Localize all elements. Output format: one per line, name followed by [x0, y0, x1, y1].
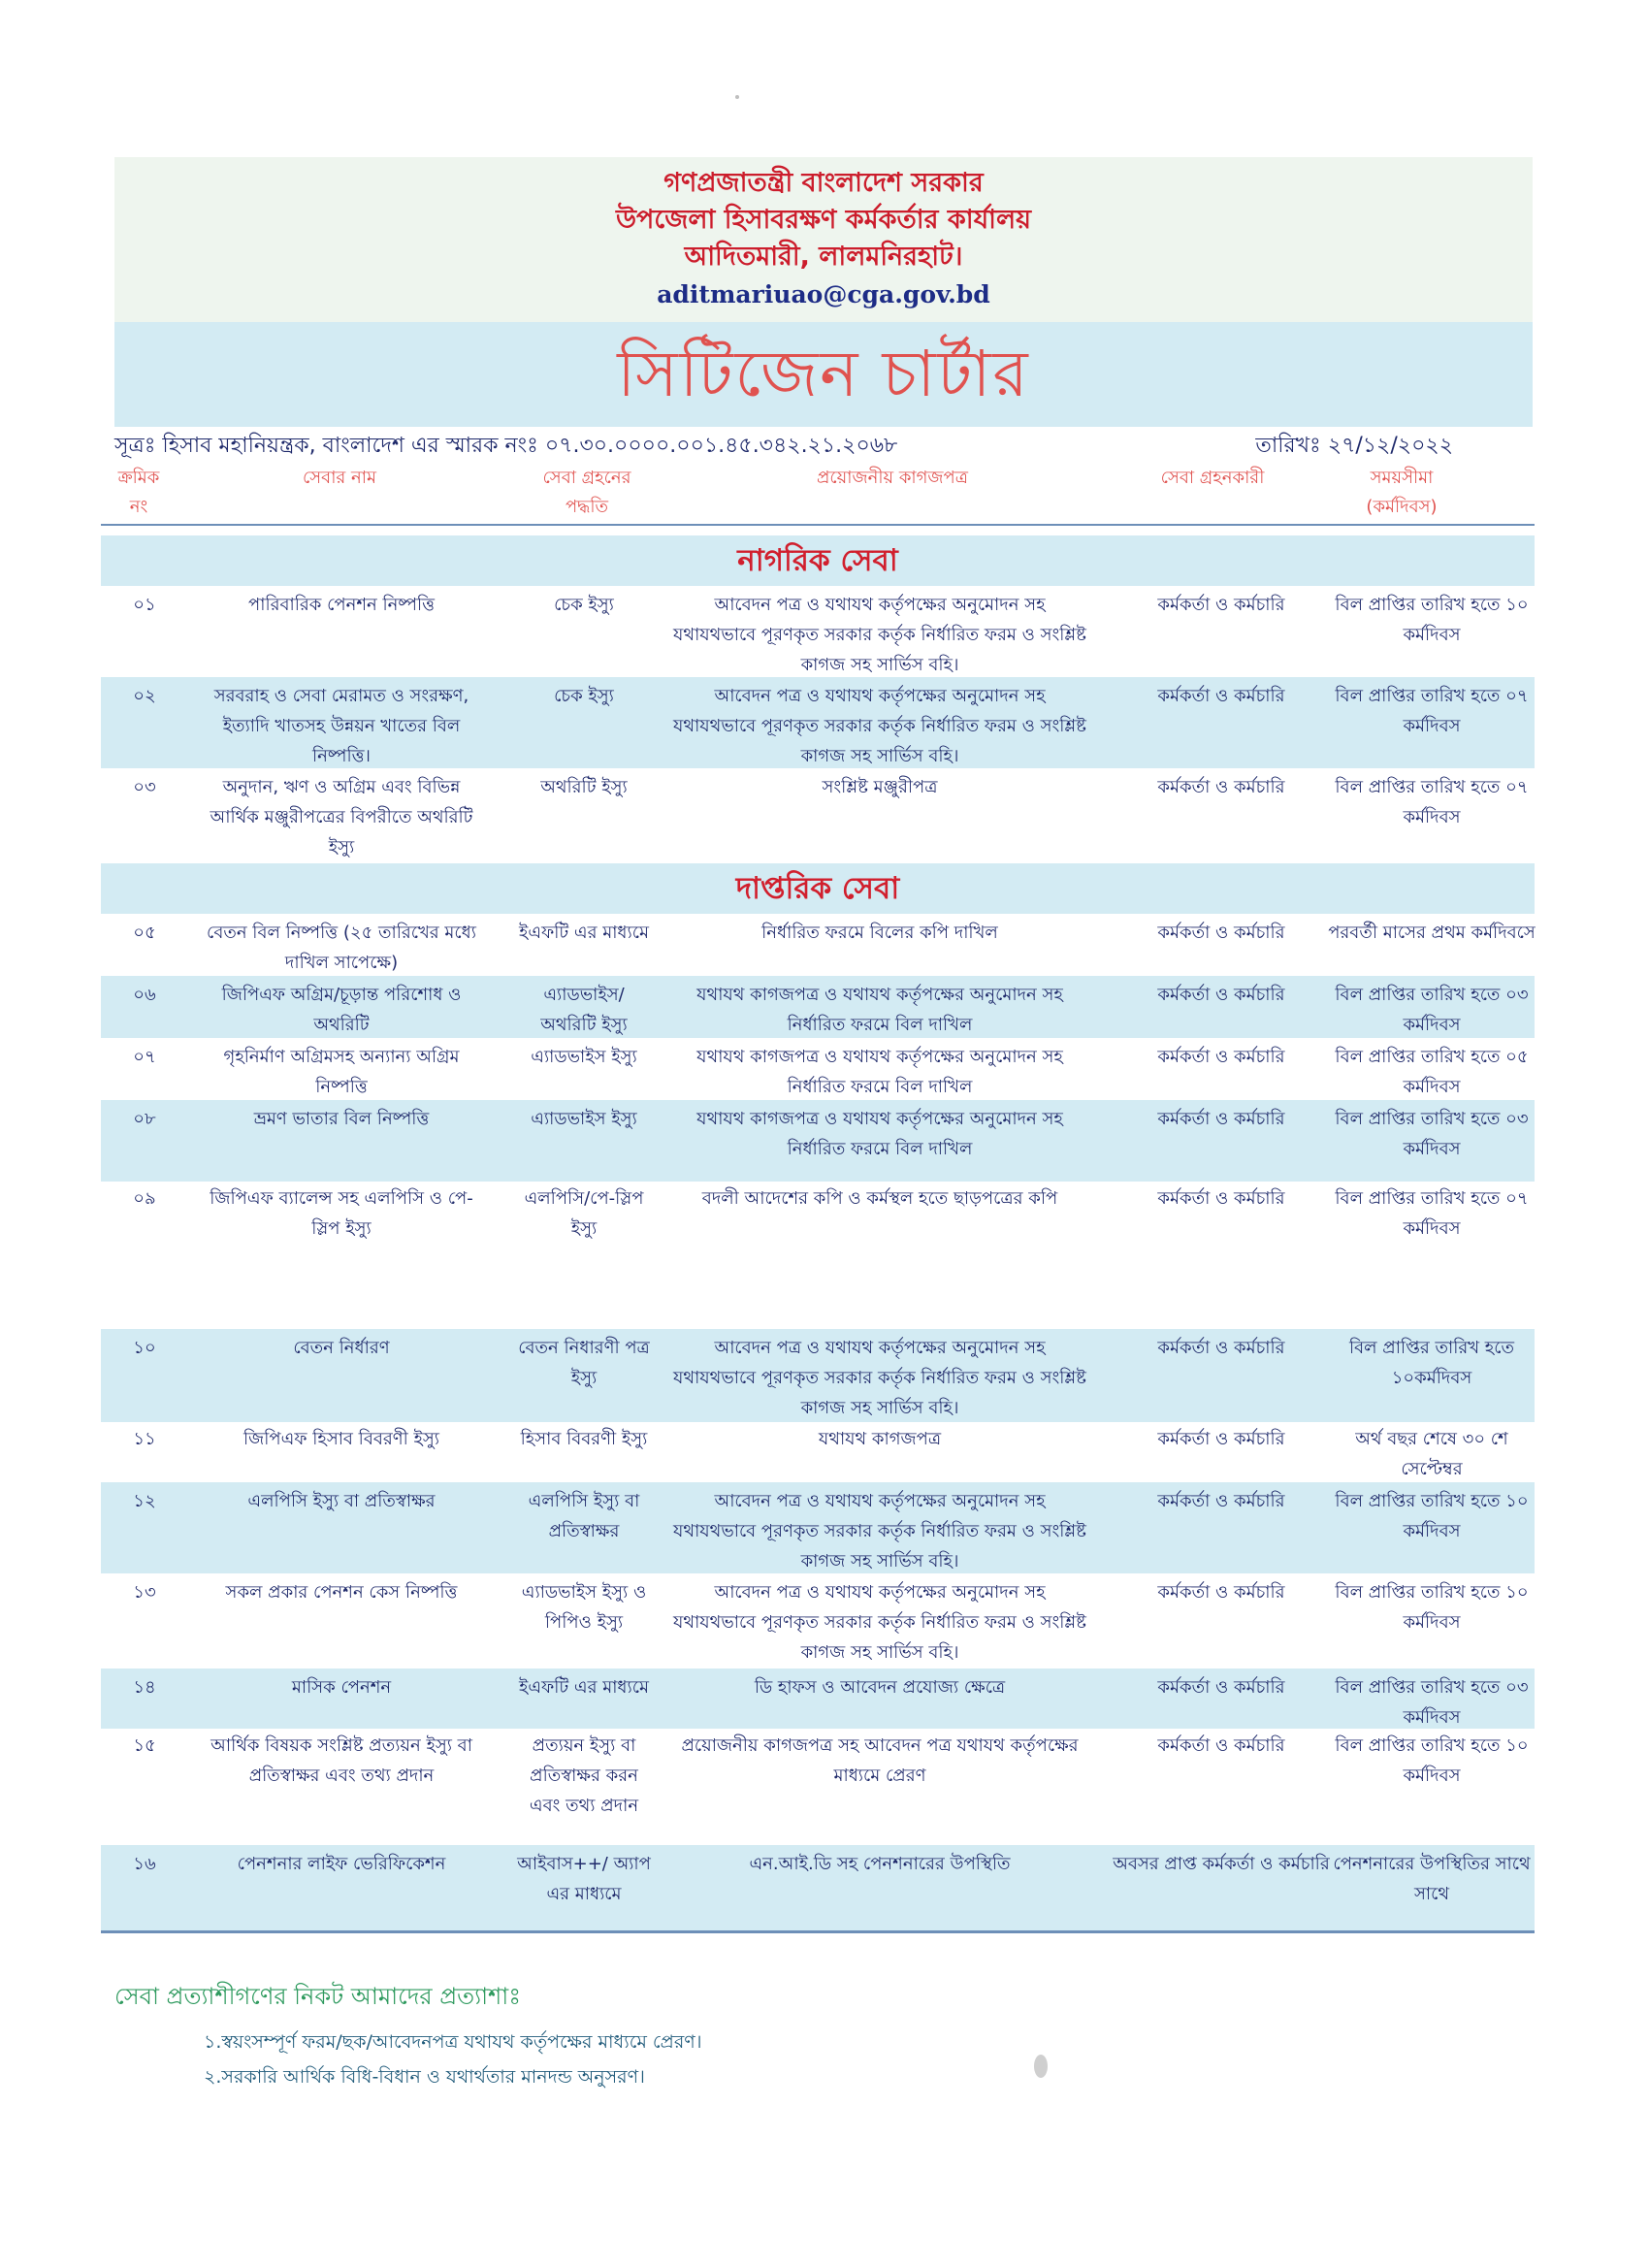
scan-speck [735, 95, 739, 99]
table-bottom-rule [101, 1930, 1535, 1933]
cell-no: ১৩ [133, 1582, 156, 1603]
cell-time-limit: পেনশনারের উপস্থিতির সাথে সাথে [1333, 1854, 1531, 1904]
cell-documents: যথাযথ কাগজপত্র ও যথাযথ কর্তৃপক্ষের অনুমোদন সহ নির্ধারিত ফরমে বিল দাখিল [696, 1047, 1063, 1097]
cell-receiver: কর্মকর্তা ও কর্মচারি [1157, 1735, 1285, 1756]
cell-receiver: কর্মকর্তা ও কর্মচারি [1157, 985, 1285, 1005]
cell-documents: যথাযথ কাগজপত্র [818, 1429, 942, 1449]
cell-time-limit: বিল প্রাপ্তির তারিখ হতে ০৩ কর্মদিবস [1335, 1677, 1529, 1728]
cell-method: এ্যাডভাইস/অথরিটি ইস্যু [540, 985, 628, 1035]
cell-receiver: কর্মকর্তা ও কর্মচারি [1157, 595, 1285, 615]
cell-service-name: অনুদান, ঋণ ও অগ্রিম এবং বিভিন্ন আর্থিক মঞ্জুরীপত্রের বিপরীতে অথরিটি ইস্যু [210, 777, 473, 858]
cell-time-limit: পরবর্তী মাসের প্রথম কর্মদিবসে [1328, 923, 1536, 943]
cell-receiver: কর্মকর্তা ও কর্মচারি [1157, 1109, 1285, 1129]
cell-time-limit: অর্থ বছর শেষে ৩০ শে সেপ্টেম্বর [1355, 1429, 1508, 1479]
cell-receiver: কর্মকর্তা ও কর্মচারি [1157, 923, 1285, 943]
cell-documents: যথাযথ কাগজপত্র ও যথাযথ কর্তৃপক্ষের অনুমোদন সহ নির্ধারিত ফরমে বিল দাখিল [696, 985, 1063, 1035]
cell-no: ১১ [133, 1429, 156, 1449]
cell-method: এলপিসি ইস্যু বা প্রতিস্বাক্ষর [528, 1491, 640, 1541]
cell-method: বেতন নিধারণী পত্র ইস্যু [518, 1338, 650, 1388]
cell-method: এ্যাডভাইস ইস্যু [531, 1047, 637, 1067]
expectation-item: ১.স্বয়ংসম্পূর্ণ ফরম/ছক/আবেদনপত্র যথাযথ কর্তৃপক্ষের মাধ্যমে প্রেরণ। [204, 2031, 702, 2053]
cell-method: এ্যাডভাইস ইস্যু [531, 1109, 637, 1129]
cell-time-limit: বিল প্রাপ্তির তারিখ হতে ০৩ কর্মদিবস [1335, 1109, 1529, 1159]
cell-no: ১২ [133, 1491, 156, 1511]
col-header-docs: প্রয়োজনীয় কাগজপত্র [817, 468, 968, 488]
col-header-receiver: সেবা গ্রহনকারী [1160, 468, 1265, 488]
table-row [101, 768, 1535, 859]
cell-time-limit: বিল প্রাপ্তির তারিখ হতে ১০ কর্মদিবস [1335, 1735, 1529, 1786]
table-row [101, 1329, 1535, 1422]
cell-receiver: অবসর প্রাপ্ত কর্মকর্তা ও কর্মচারি [1113, 1854, 1330, 1874]
cell-documents: যথাযথ কাগজপত্র ও যথাযথ কর্তৃপক্ষের অনুমোদন সহ নির্ধারিত ফরমে বিল দাখিল [696, 1109, 1063, 1159]
cell-documents: নির্ধারিত ফরমে বিলের কপি দাখিল [761, 923, 998, 943]
cell-no: ০১ [133, 595, 156, 615]
table-row [101, 677, 1535, 768]
cell-receiver: কর্মকর্তা ও কর্মচারি [1157, 777, 1285, 797]
cell-method: ইএফটি এর মাধ্যমে [519, 1677, 649, 1698]
cell-documents: বদলী আদেশের কপি ও কর্মস্থল হতে ছাড়পত্রের কপি [701, 1188, 1058, 1209]
cell-time-limit: বিল প্রাপ্তির তারিখ হতে ০৭ কর্মদিবস [1335, 686, 1529, 736]
cell-service-name: আর্থিক বিষয়ক সংশ্লিষ্ট প্রত্যয়ন ইস্যু বা প্রতিস্বাক্ষর এবং তথ্য প্রদান [210, 1735, 472, 1786]
page-title: সিটিজেন চার্টার [617, 337, 1030, 411]
cell-receiver: কর্মকর্তা ও কর্মচারি [1157, 1491, 1285, 1511]
cell-receiver: কর্মকর্তা ও কর্মচারি [1157, 1047, 1285, 1067]
cell-no: ০২ [133, 686, 156, 706]
cell-documents: আবেদন পত্র ও যথাযথ কর্তৃপক্ষের অনুমোদন সহ যথাযথভাবে পূরণকৃত সরকার কর্তৃক নির্ধারিত ফরম ও সংশ্লিষ্ট কাগজ সহ সার্ভিস বহি। [673, 1338, 1086, 1418]
col-header-name: সেবার নাম [302, 468, 376, 488]
cell-method: এ্যাডভাইস ইস্যু ও পিপিও ইস্যু [521, 1582, 647, 1633]
table-row [101, 1180, 1535, 1325]
cell-no: ১৫ [133, 1735, 156, 1756]
col-header-no: ক্রমিক নং [117, 468, 160, 517]
cell-no: ০৯ [133, 1188, 156, 1209]
cell-documents: ডি হাফস ও আবেদন প্রযোজ্য ক্ষেত্রে [754, 1677, 1006, 1698]
cell-no: ১৪ [133, 1677, 156, 1698]
cell-receiver: কর্মকর্তা ও কর্মচারি [1157, 1338, 1285, 1358]
section-office-services [101, 863, 1535, 914]
scan-speck [1034, 2055, 1048, 2078]
cell-no: ১০ [133, 1338, 156, 1358]
memo-date: তারিখঃ ২৭/১২/২০২২ [1255, 434, 1453, 458]
cell-method: অথরিটি ইস্যু [540, 777, 628, 797]
table-row [101, 1100, 1535, 1182]
table-row [101, 1038, 1535, 1100]
cell-method: হিসাব বিবরণী ইস্যু [520, 1429, 648, 1449]
cell-service-name: জিপিএফ অগ্রিম/চূড়ান্ত পরিশোধ ও অথরিটি [221, 985, 462, 1035]
expectation-item: ২.সরকারি আর্থিক বিধি-বিধান ও যথার্থতার মানদন্ড অনুসরণ। [204, 2066, 645, 2088]
cell-receiver: কর্মকর্তা ও কর্মচারি [1157, 1677, 1285, 1698]
cell-documents: আবেদন পত্র ও যথাযথ কর্তৃপক্ষের অনুমোদন সহ যথাযথভাবে পূরণকৃত সরকার কর্তৃক নির্ধারিত ফরম ও সংশ্লিষ্ট কাগজ সহ সার্ভিস বহি। [673, 1582, 1086, 1663]
cell-service-name: বেতন বিল নিষ্পত্তি (২৫ তারিখের মধ্যে দাখিল সাপেক্ষে) [207, 923, 476, 973]
cell-method: চেক ইস্যু [554, 686, 614, 706]
cell-service-name: বেতন নির্ধারণ [293, 1338, 390, 1358]
cell-receiver: কর্মকর্তা ও কর্মচারি [1157, 686, 1285, 706]
reference-line [114, 431, 1453, 462]
cell-service-name: গৃহনির্মাণ অগ্রিমসহ অন্যান্য অগ্রিম নিষ্পত্তি [223, 1047, 460, 1097]
table-row [101, 586, 1535, 675]
cell-no: ০৩ [133, 777, 156, 797]
office-email[interactable]: aditmariuao@cga.gov.bd [657, 280, 990, 308]
cell-time-limit: বিল প্রাপ্তির তারিখ হতে ১০ কর্মদিবস [1335, 1582, 1529, 1633]
table-row [101, 1727, 1535, 1851]
cell-time-limit: বিল প্রাপ্তির তারিখ হতে ০৩ কর্মদিবস [1335, 985, 1529, 1035]
expectations-heading: সেবা প্রত্যাশীগণের নিকট আমাদের প্রত্যাশাঃ [114, 1983, 522, 2010]
cell-documents: আবেদন পত্র ও যথাযথ কর্তৃপক্ষের অনুমোদন সহ যথাযথভাবে পূরণকৃত সরকার কর্তৃক নির্ধারিত ফরম ও সংশ্লিষ্ট কাগজ সহ সার্ভিস বহি। [673, 595, 1086, 675]
title-band [114, 322, 1533, 427]
cell-service-name: সকল প্রকার পেনশন কেস নিষ্পত্তি [225, 1582, 458, 1603]
office-header [114, 157, 1533, 322]
office-name: উপজেলা হিসাবরক্ষণ কর্মকর্তার কার্যালয় [615, 205, 1031, 235]
cell-method: প্রত্যয়ন ইস্যু বা প্রতিস্বাক্ষর করন এবং তথ্য প্রদান [529, 1735, 639, 1816]
cell-time-limit: বিল প্রাপ্তির তারিখ হতে ০৫ কর্মদিবস [1335, 1047, 1529, 1097]
cell-documents: এন.আই.ডি সহ পেনশনারের উপস্থিতি [749, 1854, 1011, 1874]
section-citizen-services [101, 535, 1535, 586]
table-top-rule [101, 524, 1535, 526]
cell-no: ০৬ [133, 985, 156, 1005]
table-row [101, 914, 1535, 976]
office-location: আদিতমারী, লালমনিরহাট। [684, 242, 963, 272]
cell-method: ইএফটি এর মাধ্যমে [519, 923, 649, 943]
cell-time-limit: বিল প্রাপ্তির তারিখ হতে ০৭ কর্মদিবস [1335, 777, 1529, 827]
cell-service-name: ভ্রমণ ভাতার বিল নিষ্পত্তি [253, 1109, 430, 1129]
cell-service-name: পেনশনার লাইফ ভেরিফিকেশন [237, 1854, 446, 1874]
cell-service-name: এলপিসি ইস্যু বা প্রতিস্বাক্ষর [247, 1491, 436, 1511]
section-title: দাপ্তরিক সেবা [735, 871, 900, 906]
cell-method: এলপিসি/পে-স্লিপ ইস্যু [524, 1188, 644, 1239]
cell-receiver: কর্মকর্তা ও কর্মচারি [1157, 1582, 1285, 1603]
cell-service-name: সরবরাহ ও সেবা মেরামত ও সংরক্ষণ, ইত্যাদি খাতসহ উন্নয়ন খাতের বিল নিষ্পত্তি। [213, 686, 469, 766]
cell-method: চেক ইস্যু [554, 595, 614, 615]
cell-service-name: পারিবারিক পেনশন নিষ্পত্তি [248, 595, 435, 615]
cell-service-name: জিপিএফ হিসাব বিবরণী ইস্যু [243, 1429, 439, 1449]
cell-no: ০৫ [133, 923, 156, 943]
cell-receiver: কর্মকর্তা ও কর্মচারি [1157, 1429, 1285, 1449]
table-row [101, 1573, 1535, 1667]
col-header-method: সেবা গ্রহনের পদ্ধতি [542, 468, 631, 517]
cell-service-name: মাসিক পেনশন [291, 1677, 392, 1698]
cell-receiver: কর্মকর্তা ও কর্মচারি [1157, 1188, 1285, 1209]
cell-documents: আবেদন পত্র ও যথাযথ কর্তৃপক্ষের অনুমোদন সহ যথাযথভাবে পূরণকৃত সরকার কর্তৃক নির্ধারিত ফরম ও সংশ্লিষ্ট কাগজ সহ সার্ভিস বহি। [673, 1491, 1086, 1571]
col-header-time: সময়সীমা (কর্মদিবস) [1366, 468, 1438, 517]
cell-documents: সংশ্লিষ্ট মঞ্জুরীপত্র [822, 777, 938, 797]
section-title: নাগরিক সেবা [737, 543, 898, 578]
cell-no: ০৮ [133, 1109, 156, 1129]
cell-time-limit: বিল প্রাপ্তির তারিখ হতে ১০কর্মদিবস [1348, 1338, 1515, 1388]
table-row [101, 1482, 1535, 1573]
cell-no: ১৬ [133, 1854, 156, 1874]
cell-time-limit: বিল প্রাপ্তির তারিখ হতে ১০ কর্মদিবস [1335, 595, 1529, 645]
table-row [101, 1669, 1535, 1729]
cell-time-limit: বিল প্রাপ্তির তারিখ হতে ০৭ কর্মদিবস [1335, 1188, 1529, 1239]
cell-time-limit: বিল প্রাপ্তির তারিখ হতে ১০ কর্মদিবস [1335, 1491, 1529, 1541]
table-row [101, 1420, 1535, 1482]
cell-method: আইবাস++/ অ্যাপ এর মাধ্যমে [517, 1854, 651, 1904]
table-row [101, 976, 1535, 1038]
cell-documents: প্রয়োজনীয় কাগজপত্র সহ আবেদন পত্র যথাযথ কর্তৃপক্ষের মাধ্যমে প্রেরণ [681, 1735, 1079, 1786]
cell-no: ০৭ [133, 1047, 156, 1067]
cell-documents: আবেদন পত্র ও যথাযথ কর্তৃপক্ষের অনুমোদন সহ যথাযথভাবে পূরণকৃত সরকার কর্তৃক নির্ধারিত ফরম ও সংশ্লিষ্ট কাগজ সহ সার্ভিস বহি। [673, 686, 1086, 766]
government-name: গণপ্রজাতন্ত্রী বাংলাদেশ সরকার [663, 168, 984, 198]
memo-reference: সূত্রঃ হিসাব মহানিয়ন্ত্রক, বাংলাদেশ এর স্মারক নংঃ ০৭.৩০.০০০০.০০১.৪৫.৩৪২.২১.২০৬৮ [114, 434, 898, 458]
cell-service-name: জিপিএফ ব্যালেন্স সহ এলপিসি ও পে-স্লিপ ইস্যু [210, 1188, 473, 1239]
table-row [101, 1845, 1535, 1930]
